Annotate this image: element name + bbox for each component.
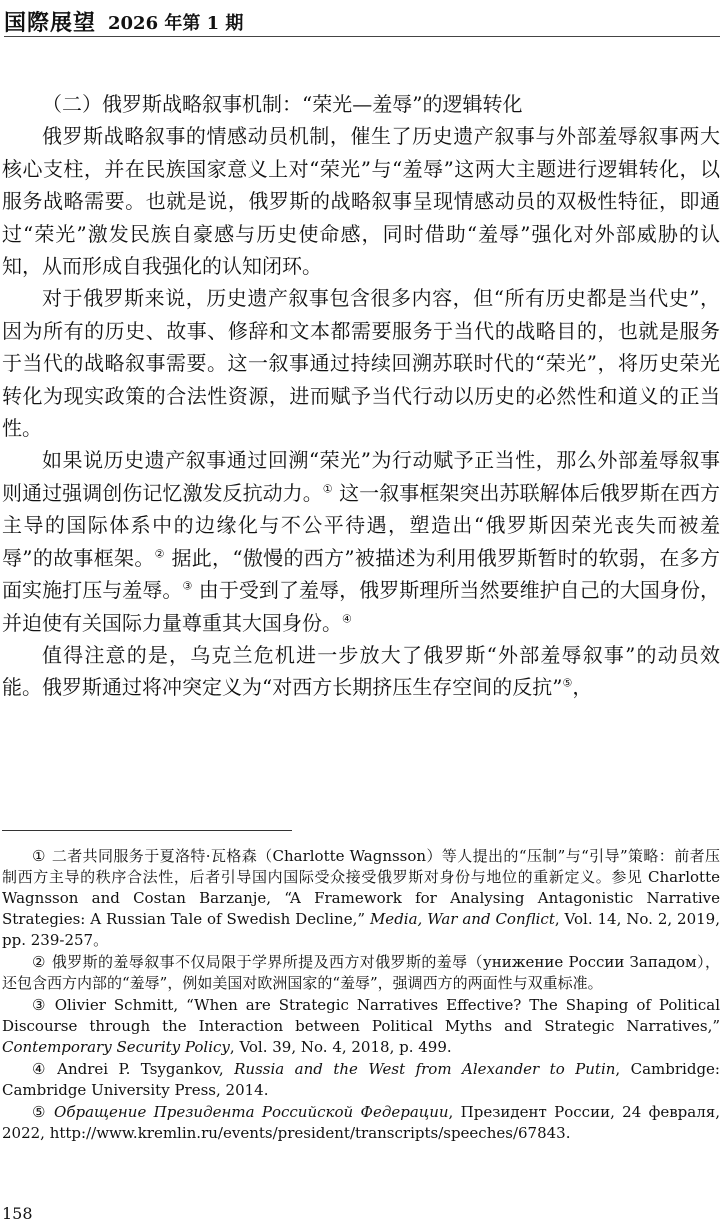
- footnote-text: 俄罗斯的羞辱叙事不仅局限于学界所提及西方对俄罗斯的羞辱（унижение России Западом），还包含西方内部的“羞辱”，例如美国对欧洲国家的“羞辱”，强调西方的两面性与双重标准。: [2, 953, 720, 992]
- page-number: 158: [2, 1204, 33, 1223]
- footnote-tail: , Cambridge: Cambridge University Press, 2014.: [2, 1060, 720, 1099]
- footnote-tail: , Vol. 14, No. 2, 2019, pp. 239-257。: [2, 910, 720, 949]
- footnote-4: [2, 1059, 720, 1101]
- footnote-separator: [2, 830, 292, 831]
- paragraph-3-text: 这一叙事框架突出苏联解体后俄罗斯在西方主导的国际体系中的边缘化与不公平待遇，塑造出“俄罗斯因荣光丧失而被羞辱”的故事框架。: [2, 480, 721, 570]
- footnotes: [2, 846, 720, 1145]
- paragraph-3-text: 据此，“傲慢的西方”被描述为利用俄罗斯暂时的软弱，在多方面实施打压与羞辱。: [2, 545, 720, 603]
- paragraph-3-text: 如果说历史遗产叙事通过回溯“荣光”为行动赋予正当性，那么外部羞辱叙事则通过强调创伤记忆激发反抗动力。: [2, 448, 720, 505]
- running-header: [4, 2, 720, 38]
- paragraph-3: [2, 444, 720, 638]
- footnote-2: [2, 952, 720, 994]
- issue-label: 2026 年第 1 期: [108, 13, 244, 34]
- footnote-tail: , Vol. 39, No. 4, 2018, p. 499.: [229, 1038, 452, 1056]
- footnote-source: Обращение Президента Российской Федерации: [54, 1103, 449, 1121]
- journal-logo: 国際展望: [4, 10, 97, 36]
- footnote-ref-4[interactable]: ④: [342, 611, 352, 625]
- footnote-3: [2, 995, 720, 1058]
- section-heading: （二）俄罗斯战略叙事机制：“荣光—羞辱”的逻辑转化: [42, 92, 523, 116]
- footnote-text: Andrei P. Tsygankov,: [57, 1060, 235, 1078]
- footnote-tail: , Президент России, 24 февраля, 2022, http://www.kremlin.ru/events/president/transcripts/speeches/67843.: [2, 1103, 720, 1142]
- footnote-source: Contemporary Security Policy: [2, 1038, 230, 1056]
- body-text: [2, 88, 720, 704]
- paragraph-4-text: ，: [572, 675, 593, 700]
- paragraph-4: [2, 639, 720, 704]
- footnote-ref-3[interactable]: ③: [182, 579, 193, 593]
- footnote-mark: ③: [32, 996, 49, 1014]
- footnote-text: 二者共同服务于夏洛特·瓦格森（Charlotte Wagnsson）等人提出的“压制”与“引导”策略：前者压制西方主导的秩序合法性，后者引导国内国际受众接受俄罗斯对身份与地位的重新定义。参见 Charlotte Wagnsson and Costan Barzanje, “A Framework for Analysing Antagonistic Narrative Strategies: A Russian Tale of Swedish Decline,”: [2, 847, 720, 928]
- footnote-5: [2, 1102, 720, 1144]
- header-rule: [4, 36, 720, 37]
- footnote-mark: ①: [32, 847, 46, 865]
- footnote-mark: ④: [32, 1060, 52, 1078]
- footnote-mark: ⑤: [32, 1103, 49, 1121]
- paragraph-1: 俄罗斯战略叙事的情感动员机制，催生了历史遗产叙事与外部羞辱叙事两大核心支柱，并在民族国家意义上对“荣光”与“羞辱”这两大主题进行逻辑转化，以服务战略需要。也就是说，俄罗斯的战略叙事呈现情感动员的双极性特征，即通过“荣光”激发民族自豪感与历史使命感，同时借助“羞辱”强化对外部威胁的认知，从而形成自我强化的认知闭环。: [2, 124, 720, 279]
- paragraph-2: 对于俄罗斯来说，历史遗产叙事包含很多内容，但“所有历史都是当代史”，因为所有的历史、故事、修辞和文本都需要服务于当代的战略目的，也就是服务于当代的战略叙事需要。这一叙事通过持续回溯苏联时代的“荣光”，将历史荣光转化为现实政策的合法性资源，进而赋予当代行动以历史的必然性和道义的正当性。: [2, 286, 720, 441]
- footnote-mark: ②: [32, 953, 46, 971]
- footnote-ref-2[interactable]: ②: [154, 547, 165, 561]
- footnote-text: Olivier Schmitt, “When are Strategic Narratives Effective? The Shaping of Political Discourse through the Interaction between Political Myths and Strategic Narratives,”: [2, 996, 720, 1035]
- footnote-ref-5[interactable]: ⑤: [562, 676, 573, 690]
- footnote-source: Media, War and Conflict: [369, 910, 555, 928]
- footnote-1: [2, 846, 720, 951]
- footnote-source: Russia and the West from Alexander to Putin: [234, 1060, 616, 1078]
- paragraph-4-text: 值得注意的是，乌克兰危机进一步放大了俄罗斯“外部羞辱叙事”的动员效能。俄罗斯通过将冲突定义为“对西方长期挤压生存空间的反抗”: [2, 642, 720, 700]
- footnote-ref-1[interactable]: ①: [322, 482, 333, 496]
- paragraph-3-text: 由于受到了羞辱，俄罗斯理所当然要维护自己的大国身份，并迫使有关国际力量尊重其大国身份。: [2, 578, 721, 635]
